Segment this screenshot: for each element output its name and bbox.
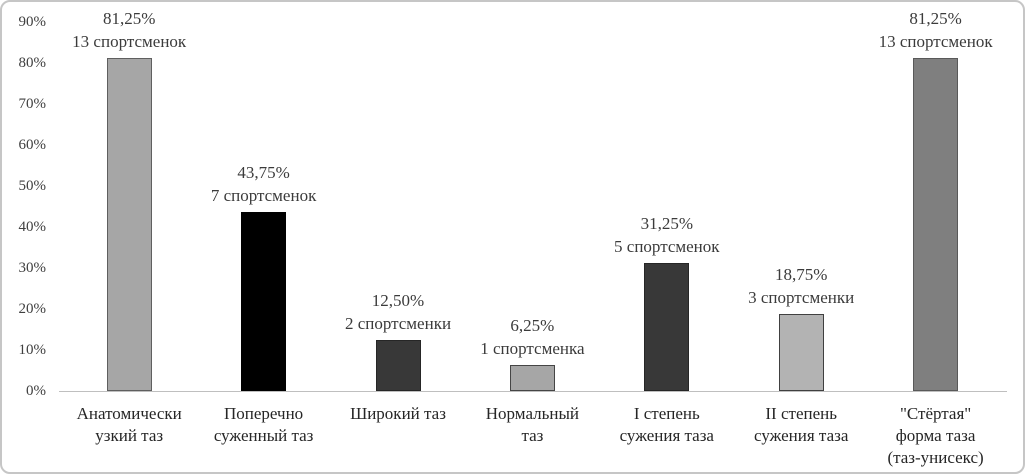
y-axis-tick-label: 70% bbox=[18, 96, 46, 112]
bar-value-label: 81,25% 13 спортсменок bbox=[878, 8, 993, 51]
x-category-label: Широкий таз bbox=[350, 404, 446, 423]
bar-value-label: 18,75% 3 спортсменки bbox=[748, 265, 855, 308]
x-category-label: Анатомически узкий таз bbox=[76, 404, 182, 445]
bar bbox=[779, 314, 824, 391]
bar-value-label: 81,25% 13 спортсменок bbox=[72, 8, 187, 51]
y-axis-tick-label: 0% bbox=[26, 383, 46, 399]
y-axis-tick-label: 90% bbox=[18, 14, 46, 30]
y-axis-tick-label: 20% bbox=[18, 301, 46, 317]
x-axis-line bbox=[59, 391, 1007, 392]
bar-value-label: 43,75% 7 спортсменок bbox=[210, 162, 317, 205]
bar bbox=[913, 58, 958, 391]
bar-value-label: 12,50% 2 спортсменки bbox=[344, 290, 452, 333]
bar bbox=[376, 340, 421, 391]
x-category-label: Нормальный таз bbox=[485, 404, 579, 445]
y-axis-tick-label: 40% bbox=[18, 219, 46, 235]
y-axis-tick-label: 50% bbox=[18, 178, 46, 194]
x-category-label: Поперечно суженный таз bbox=[213, 404, 314, 445]
bar bbox=[241, 212, 286, 391]
x-category-label: I степень сужения таза bbox=[619, 404, 714, 445]
bar-value-label: 6,25% 1 спортсменка bbox=[480, 316, 585, 359]
bar bbox=[510, 365, 555, 391]
y-axis-tick-label: 30% bbox=[18, 260, 46, 276]
y-axis-tick-label: 80% bbox=[18, 55, 46, 71]
x-category-label: "Стёртая" форма таза (таз-унисекс) bbox=[887, 404, 984, 467]
bar bbox=[107, 58, 152, 391]
x-category-label: II степень сужения таза bbox=[754, 404, 849, 445]
bar-value-label: 31,25% 5 спортсменок bbox=[614, 213, 720, 256]
y-axis-tick-label: 10% bbox=[18, 342, 46, 358]
bar bbox=[644, 263, 689, 391]
y-axis-tick-label: 60% bbox=[18, 137, 46, 153]
bar-chart bbox=[2, 2, 1023, 472]
